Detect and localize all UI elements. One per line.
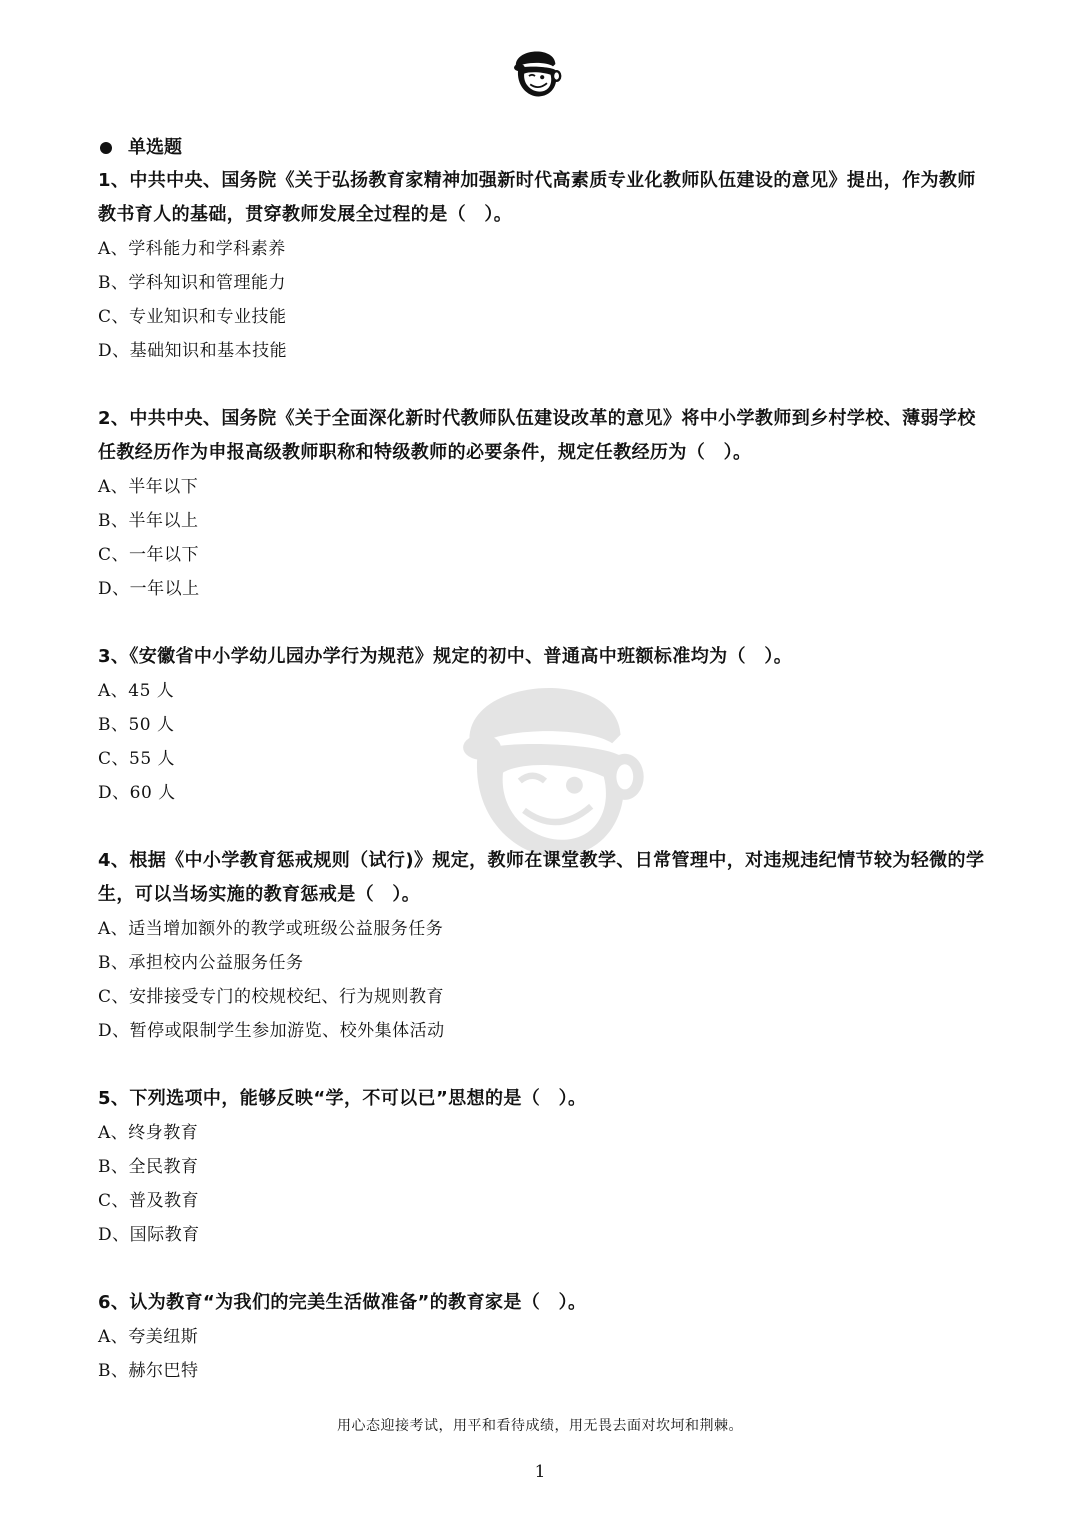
option-b: B、全民教育 (98, 1157, 199, 1177)
option-a: A、半年以下 (98, 477, 199, 497)
monkey-logo-icon (505, 40, 565, 100)
option-b: B、赫尔巴特 (98, 1361, 199, 1381)
option-a: A、夸美纽斯 (98, 1327, 199, 1347)
option-c: C、55 人 (98, 749, 176, 769)
question-1 (98, 164, 988, 368)
option-c: C、普及教育 (98, 1191, 200, 1211)
option-b: B、承担校内公益服务任务 (98, 953, 304, 973)
question-6 (98, 1286, 988, 1388)
option-d: D、60 人 (98, 783, 176, 803)
section-title: 单选题 (128, 137, 182, 158)
option-b: B、半年以上 (98, 511, 199, 531)
question-stem: 6、认为教育“为我们的完美生活做准备”的教育家是（ ）。 (98, 1292, 587, 1313)
section-heading (98, 132, 988, 164)
option-a: A、终身教育 (98, 1123, 199, 1143)
option-c: C、专业知识和专业技能 (98, 307, 287, 327)
option-d: D、暂停或限制学生参加游览、校外集体活动 (98, 1021, 445, 1041)
bullet-icon (100, 142, 112, 154)
question-2 (98, 402, 988, 606)
option-b: B、50 人 (98, 715, 175, 735)
question-4 (98, 844, 988, 1048)
question-stem: 2、中共中央、国务院《关于全面深化新时代教师队伍建设改革的意见》将中小学教师到乡村学校、薄弱学校任教经历作为申报高级教师职称和特级教师的必要条件，规定任教经历为（ ）。 (98, 408, 976, 463)
option-d: D、一年以上 (98, 579, 200, 599)
page-number: 1 (534, 1462, 546, 1482)
question-stem: 5、下列选项中，能够反映“学，不可以已”思想的是（ ）。 (98, 1088, 587, 1109)
question-5 (98, 1082, 988, 1252)
option-a: A、适当增加额外的教学或班级公益服务任务 (98, 919, 444, 939)
option-c: C、一年以下 (98, 545, 200, 565)
question-stem: 3、《安徽省中小学幼儿园办学行为规范》规定的初中、普通高中班额标准均为（ ）。 (98, 646, 793, 667)
question-3 (98, 640, 988, 810)
option-a: A、45 人 (98, 681, 175, 701)
exam-content (98, 132, 988, 1388)
option-d: D、国际教育 (98, 1225, 200, 1245)
option-b: B、学科知识和管理能力 (98, 273, 286, 293)
question-stem: 1、中共中央、国务院《关于弘扬教育家精神加强新时代高素质专业化教师队伍建设的意见》提出，作为教师教书育人的基础，贯穿教师发展全过程的是（ ）。 (98, 170, 976, 225)
option-c: C、安排接受专门的校规校纪、行为规则教育 (98, 987, 445, 1007)
question-stem: 4、根据《中小学教育惩戒规则（试行)》规定，教师在课堂教学、日常管理中，对违规违纪情节较为轻微的学生，可以当场实施的教育惩戒是（ ）。 (98, 850, 985, 905)
option-a: A、学科能力和学科素养 (98, 239, 286, 259)
option-d: D、基础知识和基本技能 (98, 341, 288, 361)
footer-motto: 用心态迎接考试，用平和看待成绩，用无畏去面对坎坷和荆棘。 (337, 1418, 743, 1434)
